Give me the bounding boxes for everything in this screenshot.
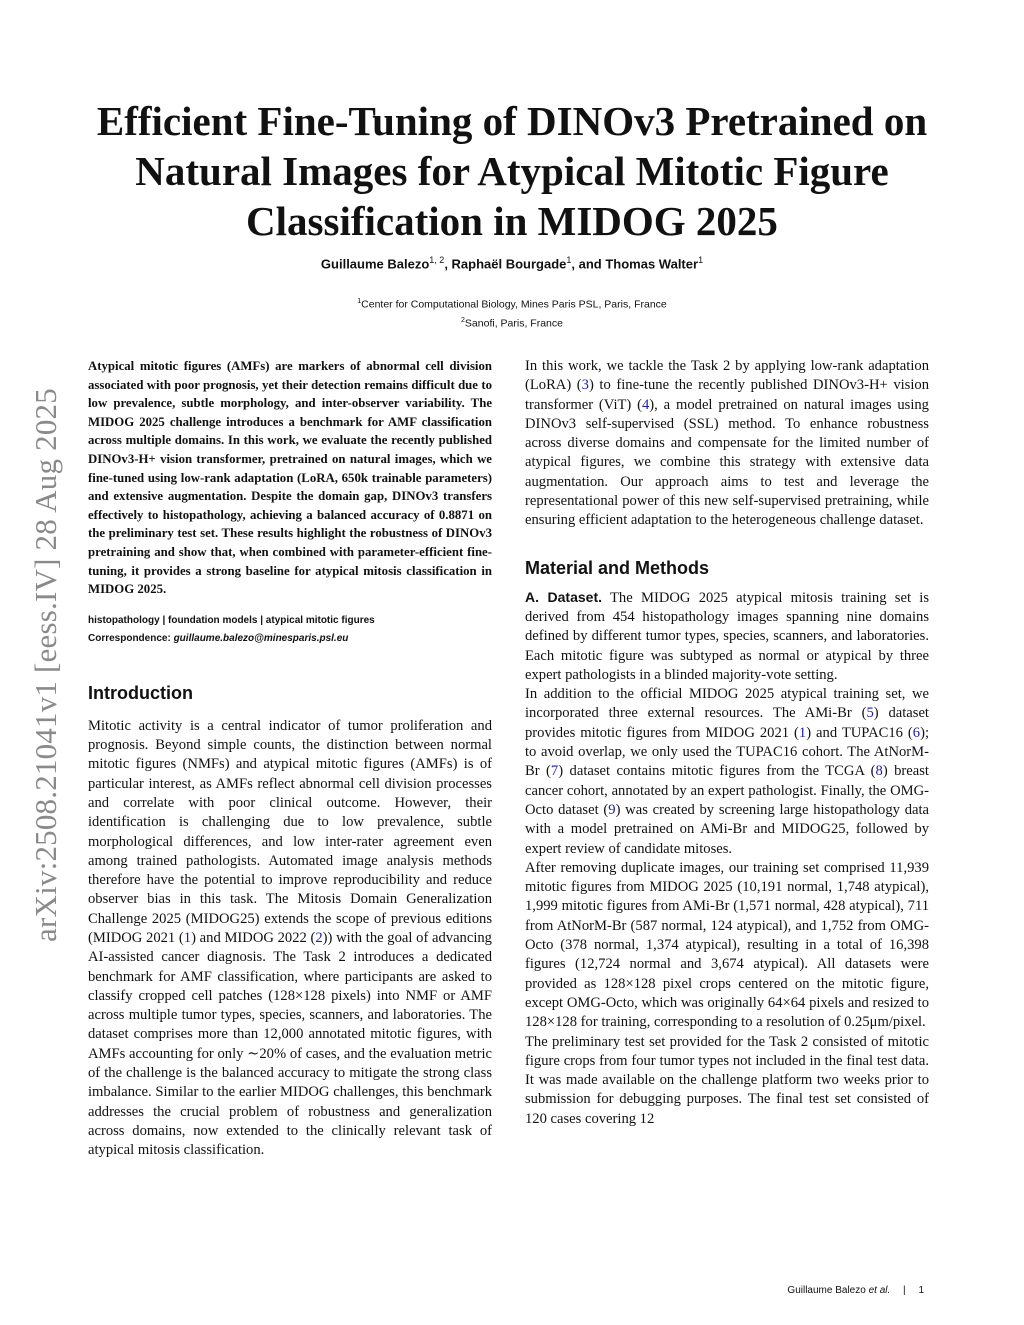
right-column bbox=[525, 357, 929, 1129]
section-heading-introduction: Introduction bbox=[88, 682, 193, 703]
author-name: Guillaume Balezo bbox=[320, 256, 430, 272]
left-column bbox=[88, 357, 492, 1161]
author-name: , and Thomas Walter bbox=[571, 256, 699, 272]
citation-link[interactable]: 4 bbox=[642, 396, 650, 413]
citation-link[interactable]: 2 bbox=[315, 929, 323, 946]
title-line: Natural Images for Atypical Mitotic Figure bbox=[135, 148, 889, 194]
section-heading-methods: Material and Methods bbox=[525, 557, 710, 578]
author-affil-mark: 1, 2 bbox=[429, 255, 445, 265]
author-name: , Raphaël Bourgade bbox=[444, 256, 567, 272]
citation-link[interactable]: 7 bbox=[550, 763, 559, 780]
title-line: Classification in MIDOG 2025 bbox=[246, 198, 778, 244]
citation-link[interactable]: 1 bbox=[798, 724, 807, 741]
training-set-paragraph: After removing duplicate images, our training set comprised 11,939 mitotic figures from MIDOG 2025 (10,191 normal, 1,748 atypical), 1,999 mitotic figures from AMi-Br (1,571 normal, 428 atypical), 711 from AtNorM-Br (587 normal, 124 atypical), and 1,752 from OMG-Octo (378 normal, 1,374 atypical), resulting in a total of 16,398 figures (12,724 normal and 3,674 atypical). All datasets were provided as 128×128 pixel crops centered on the mitotic figure, except OMG-Octo, which was originally 64×64 pixels and resized to 128×128 for training, corresponding to a resolution of 0.25μm/pixel. bbox=[525, 859, 929, 1031]
paper-title bbox=[60, 96, 964, 246]
arxiv-sidebar bbox=[27, 350, 65, 980]
footer-author: Guillaume Balezo bbox=[787, 1285, 866, 1296]
citation-link[interactable]: 9 bbox=[608, 801, 616, 818]
author-affil-mark: 1 bbox=[566, 255, 572, 265]
arxiv-identifier: arXiv:2508.21041v1 [eess.IV] 28 Aug 2025 bbox=[28, 388, 63, 942]
abstract: Atypical mitotic figures (AMFs) are markers of abnormal cell division associated with poor prognosis, yet their detection remains difficult due to low prevalence, subtle morphology, and inter-observer variability. The MIDOG 2025 challenge introduces a benchmark for AMF classification across multiple domains. In this work, we evaluate the recently published DINOv3-H+ vision transformer, pretrained on natural images, which we fine-tuned using low-rank adaptation (LoRA, 650k trainable parameters) and extensive augmentation. Despite the domain gap, DINOv3 transfers effectively to histopathology, achieving a balanced accuracy of 0.8871 on the preliminary test set. These results highlight the robustness of DINOv3 pretraining and show that, when combined with parameter-efficient fine-tuning, it provides a strong baseline for atypical mitosis classification in MIDOG 2025. bbox=[88, 359, 492, 597]
correspondence-email[interactable]: guillaume.balezo@minesparis.psl.eu bbox=[173, 632, 349, 644]
citation-link[interactable]: 8 bbox=[875, 763, 883, 780]
citation-link[interactable]: 3 bbox=[581, 377, 589, 394]
citation-link[interactable]: 6 bbox=[912, 724, 921, 741]
affiliation-2: $^2$Sanofi, Paris, France bbox=[461, 316, 563, 329]
affiliations bbox=[100, 294, 924, 331]
footer-etal: et al. bbox=[868, 1285, 891, 1296]
citation-link[interactable]: 1 bbox=[183, 929, 192, 946]
affiliation-1: $^1$Center for Computational Biology, Mines Paris PSL, Paris, France bbox=[357, 298, 667, 311]
title-line: Efficient Fine-Tuning of DINOv3 Pretrained on bbox=[96, 98, 928, 144]
page-number: 1 bbox=[918, 1285, 924, 1296]
author-affil-mark: 1 bbox=[698, 255, 704, 265]
page-footer bbox=[787, 1285, 924, 1296]
citation-link[interactable]: 5 bbox=[866, 705, 874, 722]
test-set-paragraph: The preliminary test set provided for the Task 2 consisted of mitotic figure crops from four tumor types not included in the final test data. It was made available on the challenge platform two weeks prior to submission for debugging purposes. The final test set consisted of 120 cases covering 12 bbox=[525, 1033, 929, 1127]
correspondence bbox=[88, 631, 492, 647]
dataset-paragraph: A. Dataset. The MIDOG 2025 atypical mitosis training set is derived from 454 histopathology images spanning nine domains defined by different tumor types, species, scanners, and laboratories. Each mitotic figure was subtyped as normal or atypical by three expert pathologists in a blinded majority-vote setting. bbox=[525, 588, 930, 683]
intro-continued-paragraph: In this work, we tackle the Task 2 by applying low-rank adaptation (LoRA) (3) to fine-tune the recently published DINOv3-H+ vision transformer (ViT) (4), a model pretrained on natural images using DINOv3 self-supervised (SSL) method. To enhance robustness across diverse domains and compensate for the limited number of atypical figures, we combine this strategy with extensive data augmentation. Our approach aims to test and leverage the representational power of this new self-supervised pretraining, while ensuring efficient adaptation to the heterogeneous challenge dataset. bbox=[525, 358, 929, 529]
author-list bbox=[100, 255, 924, 271]
external-datasets-paragraph: In addition to the official MIDOG 2025 atypical training set, we incorporated three external resources. The AMi-Br (5) dataset provides mitotic figures from MIDOG 2021 (1) and TUPAC16 (6); to avoid overlap, we only used the TUPAC16 cohort. The AtNorM-Br (7) dataset contains mitotic figures from the TCGA (8) breast cancer cohort, annotated by an expert pathologist. Finally, the OMG-Octo dataset (9) was created by screening large histopathology data with a model pretrained on AMi-Br and MIDOG25, followed by expert review of candidate mitoses. bbox=[525, 686, 930, 857]
keywords: histopathology | foundation models | atypical mitotic figures bbox=[88, 614, 375, 626]
subsection-label: A. Dataset. bbox=[525, 588, 602, 605]
correspondence-label: Correspondence: bbox=[88, 632, 171, 644]
intro-paragraph: Mitotic activity is a central indicator of tumor proliferation and prognosis. Beyond simple counts, the distinction between normal mitotic figures (NMFs) and atypical mitotic figures (AMFs) is of particular interest, as AMFs reflect abnormal cell division processes and correlate with poor clinical outcome. However, their identification is challenging due to low prevalence, subtle morphological differences, and low inter-rater agreement even among trained pathologists. Automated image analysis methods therefore have the potential to improve reproducibility and reduce observer bias in this task. The Mitosis Domain Generalization Challenge 2025 (MIDOG25) extends the scope of previous editions (MIDOG 2021 (1) and MIDOG 2022 (2)) with the goal of advancing AI-assisted cancer diagnosis. The Task 2 introduces a dedicated benchmark for AMF classification, where participants are asked to classify cropped cell patches (128×128 pixels) into NMF or AMF across multiple tumor types, species, scanners, and laboratories. The dataset comprises more than 12,000 annotated mitotic figures, with AMFs accounting for only ∼20% of cases, and the evaluation metric of the challenge is the balanced accuracy to mitigate the strong class imbalance. Similar to the earlier MIDOG challenges, this benchmark addresses the crucial problem of robustness and generalization across domains, now extended to the clinically relevant task of atypical mitosis classification. bbox=[88, 717, 492, 1159]
footer-separator: | bbox=[903, 1285, 906, 1296]
